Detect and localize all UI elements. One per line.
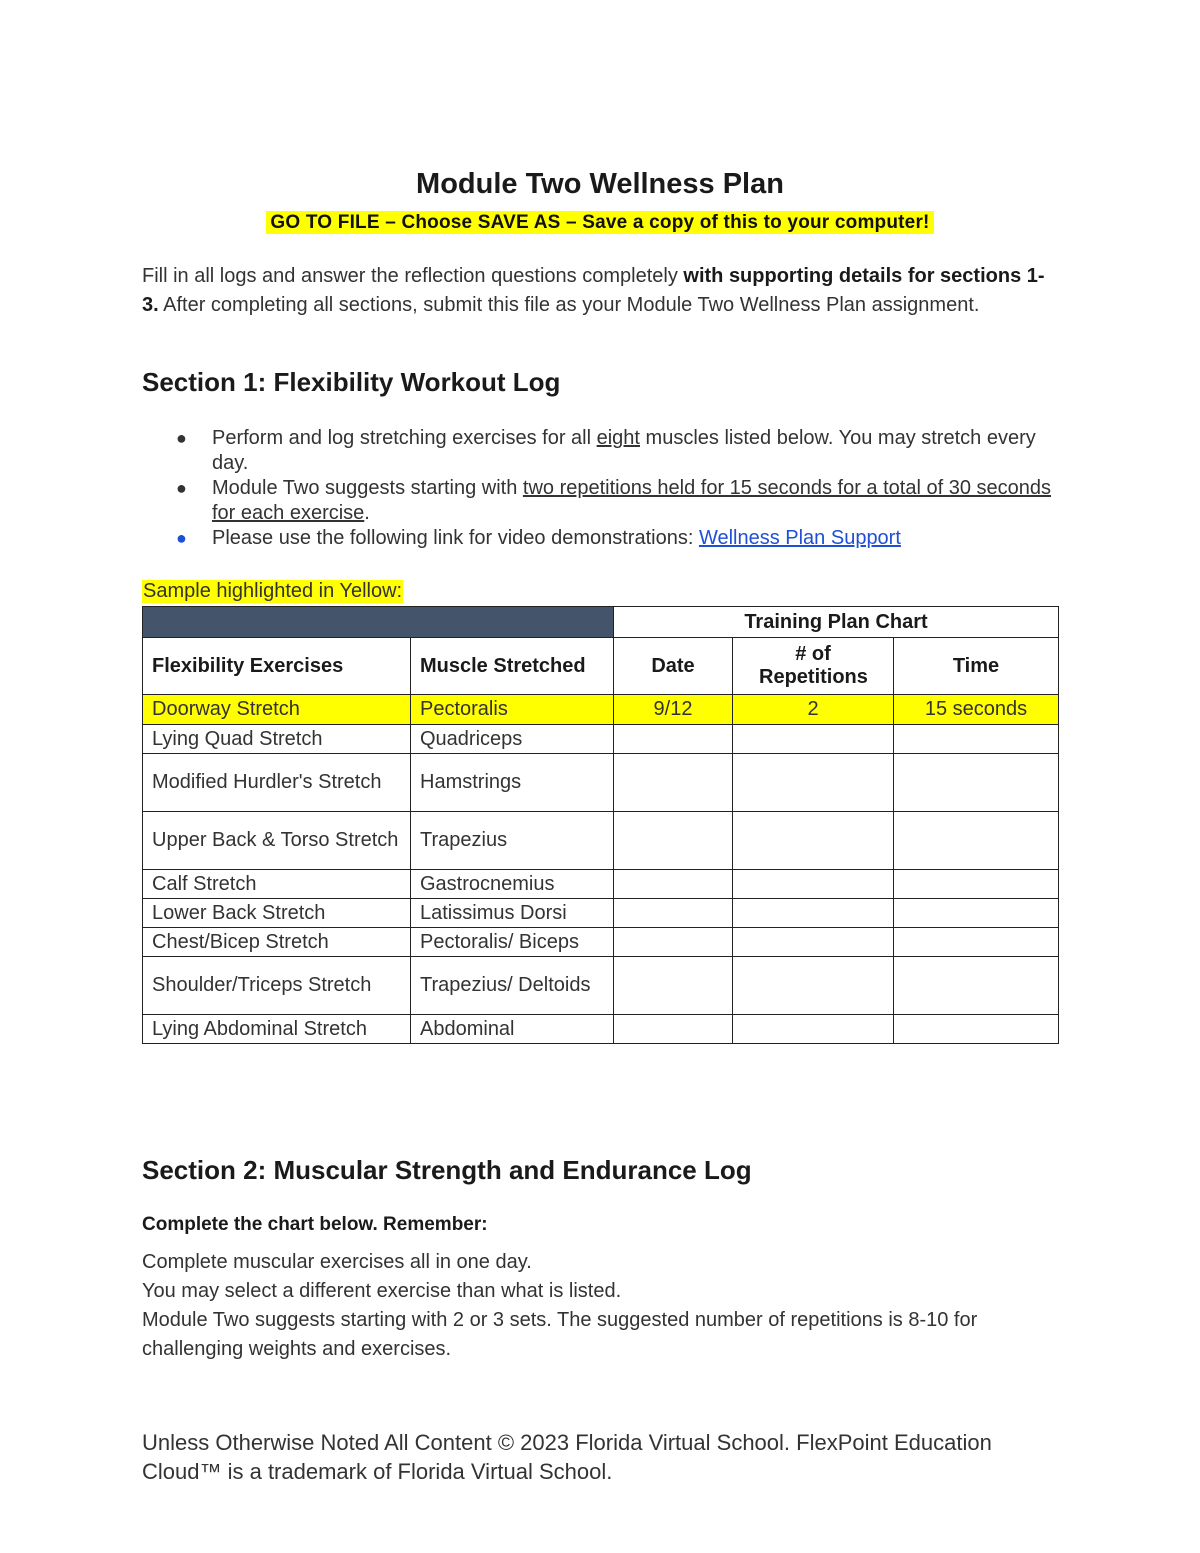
table-row [143,870,1059,899]
table-cell: Latissimus Dorsi [411,899,614,928]
section1-heading: Section 1: Flexibility Workout Log [142,367,561,397]
intro-paragraph [142,262,1052,320]
table-row [143,1015,1059,1044]
section2-instructions [142,1248,1052,1364]
section2-subheading: Complete the chart below. Remember: [142,1214,488,1235]
table-cell: Calf Stretch [143,870,411,899]
column-header: Muscle Stretched [411,638,614,695]
table-header-filler [143,607,614,638]
training-plan-chart-header: Training Plan Chart [614,607,1059,638]
table-cell: Pectoralis/ Biceps [411,928,614,957]
table-cell: Upper Back & Torso Stretch [143,812,411,870]
bullet-text: muscles listed below. You may stretch every day. [212,427,1036,474]
table-row [143,725,1059,754]
table-cell[interactable] [733,1015,894,1044]
table-cell: Shoulder/Triceps Stretch [143,957,411,1015]
table-cell[interactable] [614,812,733,870]
table-row [143,754,1059,812]
bullet-underline: eight [596,427,640,449]
table-cell[interactable] [733,957,894,1015]
table-cell[interactable]: 9/12 [614,695,733,725]
save-instruction: GO TO FILE – Choose SAVE AS – Save a copy of this to your computer! [266,211,933,234]
column-header: Flexibility Exercises [143,638,411,695]
table-row [143,812,1059,870]
table-cell[interactable] [894,870,1059,899]
table-cell[interactable] [894,928,1059,957]
table-row [143,695,1059,725]
save-instruction-wrap [142,212,1058,234]
table-cell: Doorway Stretch [143,695,411,725]
bullet-text: . [364,502,370,524]
table-cell: Pectoralis [411,695,614,725]
table-group-header-row [143,607,1059,638]
bullet-dot-icon: ● [176,478,187,498]
table-cell: Lower Back Stretch [143,899,411,928]
sample-label: Sample highlighted in Yellow: [143,580,403,602]
table-cell: Quadriceps [411,725,614,754]
table-cell[interactable] [614,899,733,928]
table-cell: Trapezius [411,812,614,870]
intro-text-2: After completing all sections, submit this file as your Module Two Wellness Plan assignment. [158,294,980,316]
table-row [143,928,1059,957]
table-cell: Abdominal [411,1015,614,1044]
section2-heading: Section 2: Muscular Strength and Endurance Log [142,1155,752,1185]
table-cell: Trapezius/ Deltoids [411,957,614,1015]
instruction-line: Complete muscular exercises all in one day. [142,1251,532,1273]
bullet-underline: two repetitions held for 15 seconds for a total of 30 seconds for each exercise [212,477,1052,524]
table-cell: Hamstrings [411,754,614,812]
bullet-text: Please use the following link for video demonstrations: [212,527,699,549]
column-header: # of Repetitions [733,638,894,695]
table-row [143,957,1059,1015]
table-cell: Lying Quad Stretch [143,725,411,754]
table-cell: Chest/Bicep Stretch [143,928,411,957]
table-cell[interactable] [894,812,1059,870]
table-cell[interactable]: 2 [733,695,894,725]
flexibility-log-table [142,606,1059,1044]
table-cell[interactable] [894,1015,1059,1044]
intro-bold: with supporting details for sections 1-3. [142,265,1045,316]
bullet-text: Perform and log stretching exercises for all [212,427,597,449]
bullet-item [142,426,1052,476]
copyright-footer: Unless Otherwise Noted All Content © 2023 Florida Virtual School. FlexPoint Education Cloud™ is a trademark of Florida Virtual School. [142,1430,992,1484]
table-cell[interactable] [614,725,733,754]
table-cell[interactable] [614,928,733,957]
table-cell[interactable] [614,957,733,1015]
table-cell[interactable] [733,812,894,870]
table-cell: Lying Abdominal Stretch [143,1015,411,1044]
table-cell[interactable] [733,754,894,812]
table-cell[interactable] [614,870,733,899]
column-header: Date [614,638,733,695]
table-cell[interactable] [733,870,894,899]
table-cell[interactable] [733,928,894,957]
table-cell[interactable] [894,899,1059,928]
bullet-dot-icon: ● [176,428,187,448]
table-cell[interactable] [614,1015,733,1044]
table-cell[interactable]: 15 seconds [894,695,1059,725]
table-cell[interactable] [894,725,1059,754]
column-header: Time [894,638,1059,695]
table-cell: Gastrocnemius [411,870,614,899]
table-row [143,899,1059,928]
wellness-plan-support-link[interactable]: Wellness Plan Support [698,527,901,549]
instruction-line: You may select a different exercise than what is listed. [142,1280,622,1302]
bullet-text: Module Two suggests starting with [212,477,523,499]
bullet-item [142,526,1052,551]
table-header-row [143,638,1059,695]
table-cell[interactable] [614,754,733,812]
intro-text-1: Fill in all logs and answer the reflection questions completely [142,265,684,287]
bullet-dot-icon: ● [176,528,187,548]
table-cell[interactable] [733,725,894,754]
page-title: Module Two Wellness Plan [416,168,784,200]
section1-bullets [142,426,1052,551]
table-cell: Modified Hurdler's Stretch [143,754,411,812]
table-cell[interactable] [894,754,1059,812]
instruction-line: Module Two suggests starting with 2 or 3 sets. The suggested number of repetitions is 8-10 for challenging weights and exercises. [142,1309,978,1360]
table-cell[interactable] [733,899,894,928]
bullet-item [142,476,1052,526]
table-cell[interactable] [894,957,1059,1015]
